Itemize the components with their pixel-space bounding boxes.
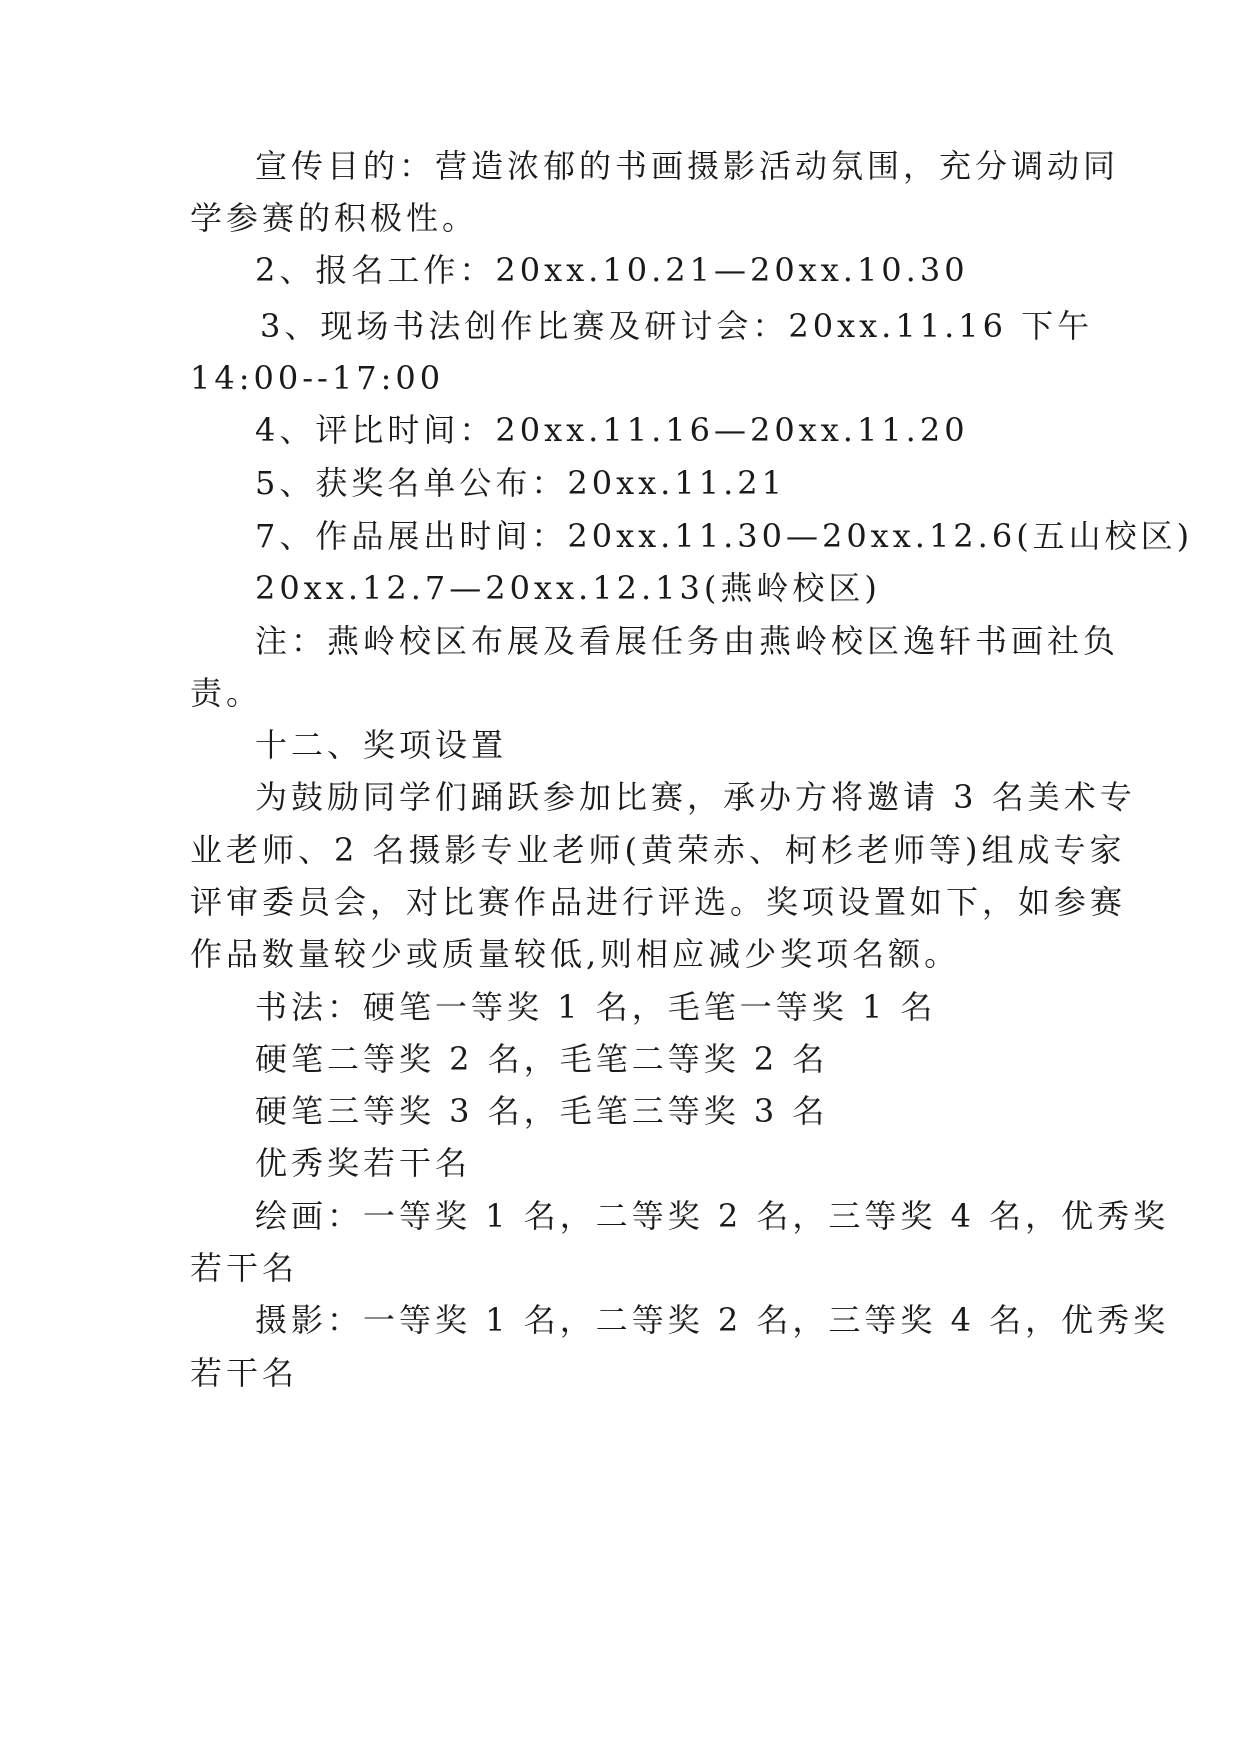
paragraph-line: 若干名 xyxy=(190,1354,299,1392)
paragraph-line: 若干名 xyxy=(190,1249,299,1287)
paragraph-line: 4、评比时间：20xx.11.16—20xx.11.20 xyxy=(255,411,969,449)
paragraph-line: 评审委员会，对比赛作品进行评选。奖项设置如下，如参赛 xyxy=(190,883,1127,921)
paragraph-line: 业老师、2 名摄影专业老师(黄荣赤、柯杉老师等)组成专家 xyxy=(190,831,1126,869)
paragraph-line: 2、报名工作：20xx.10.21—20xx.10.30 xyxy=(255,251,969,289)
paragraph-line: 20xx.12.7—20xx.12.13(燕岭校区) xyxy=(255,569,881,607)
paragraph-line: 学参赛的积极性。 xyxy=(190,199,479,237)
paragraph-line: 3、现场书法创作比赛及研讨会：20xx.11.16 下午 xyxy=(260,307,1094,345)
paragraph-line: 为鼓励同学们踊跃参加比赛，承办方将邀请 3 名美术专 xyxy=(255,778,1136,816)
paragraph-line: 宣传目的：营造浓郁的书画摄影活动氛围，充分调动同 xyxy=(255,147,1120,185)
paragraph-line: 作品数量较少或质量较低,则相应减少奖项名额。 xyxy=(190,935,961,973)
paragraph-line: 书法：硬笔一等奖 1 名，毛笔一等奖 1 名 xyxy=(255,988,937,1026)
paragraph-line: 绘画：一等奖 1 名，二等奖 2 名，三等奖 4 名，优秀奖 xyxy=(255,1197,1170,1235)
paragraph-line: 7、作品展出时间：20xx.11.30—20xx.12.6(五山校区) xyxy=(255,517,1194,555)
section-heading: 十二、奖项设置 xyxy=(255,726,508,764)
paragraph-line: 摄影：一等奖 1 名，二等奖 2 名，三等奖 4 名，优秀奖 xyxy=(255,1301,1170,1339)
paragraph-line: 注：燕岭校区布展及看展任务由燕岭校区逸轩书画社负 xyxy=(255,622,1120,660)
paragraph-line: 14:00--17:00 xyxy=(190,359,445,397)
paragraph-line: 5、获奖名单公布：20xx.11.21 xyxy=(255,464,786,502)
paragraph-line: 优秀奖若干名 xyxy=(255,1144,472,1182)
paragraph-line: 硬笔二等奖 2 名，毛笔二等奖 2 名 xyxy=(255,1040,829,1078)
paragraph-line: 硬笔三等奖 3 名，毛笔三等奖 3 名 xyxy=(255,1092,829,1130)
paragraph-line: 责。 xyxy=(190,674,263,712)
